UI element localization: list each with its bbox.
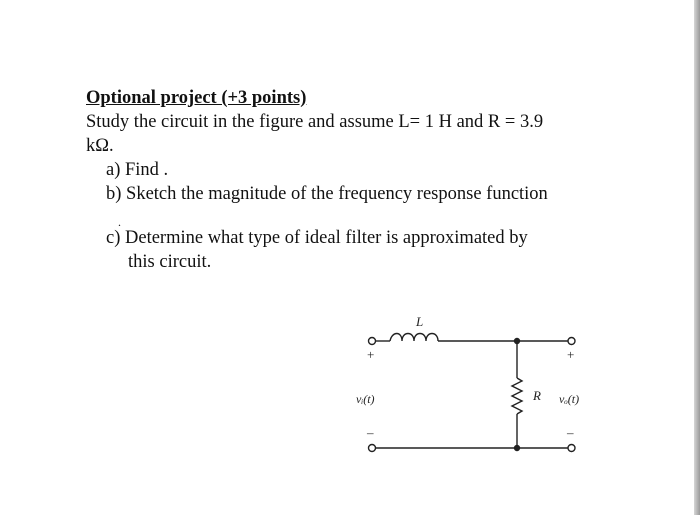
project-title: Optional project (+3 points): [86, 88, 307, 108]
item-a: a) Find .: [106, 160, 169, 180]
stray-mark: .: [118, 215, 121, 229]
input-minus-sign: –: [367, 425, 374, 440]
input-voltage-label: vᵢ(t): [356, 392, 375, 406]
resistor-zigzag: [512, 378, 522, 414]
output-terminal-bottom: [568, 445, 575, 452]
stray-mark-line: [86, 206, 646, 229]
problem-text: [86, 86, 646, 274]
item-c-line-2: this circuit.: [128, 252, 212, 272]
intro-line-2: kΩ.: [86, 136, 114, 156]
output-minus-sign: –: [567, 425, 574, 440]
output-terminal-top: [568, 338, 575, 345]
output-plus-sign: +: [567, 347, 575, 362]
input-plus-sign: +: [367, 347, 375, 362]
resistor-label: R: [533, 388, 541, 403]
intro-line-1: Study the circuit in the figure and assume L= 1 H and R = 3.9: [86, 112, 544, 132]
inductor-label: L: [416, 314, 424, 329]
inductor-coil: [390, 334, 438, 342]
output-voltage-label: vₒ(t): [559, 392, 580, 406]
item-b: b) Sketch the magnitude of the frequency response function: [106, 184, 548, 204]
item-c-line-1: c) Determine what type of ideal filter is approximated by: [106, 228, 528, 248]
input-terminal-bottom: [369, 445, 376, 452]
rl-circuit-diagram: [330, 310, 610, 460]
page-edge-shadow: [694, 0, 700, 515]
input-terminal-top: [369, 338, 376, 345]
